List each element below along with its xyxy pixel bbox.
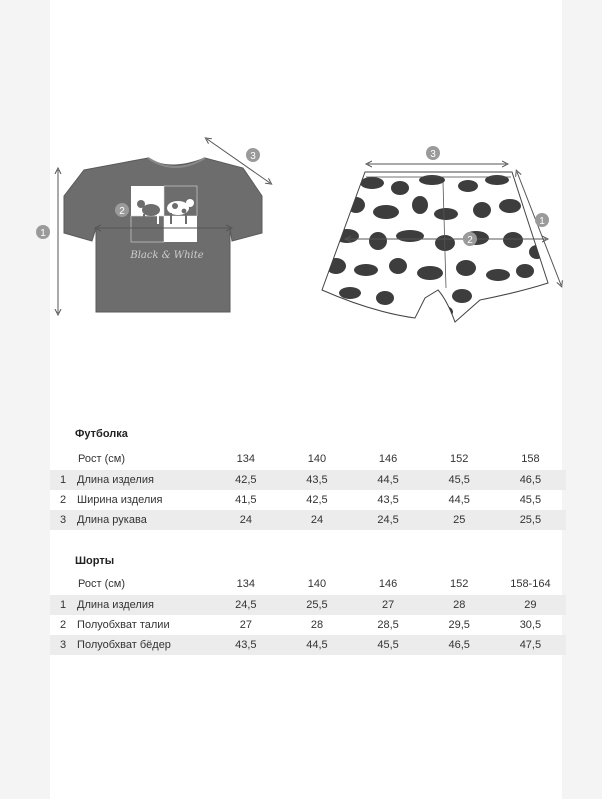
value-cell: 41,5 — [235, 494, 257, 506]
value-cell: 25 — [424, 510, 495, 530]
svg-text:1: 1 — [539, 216, 545, 227]
size-header: 152 — [450, 578, 469, 590]
size-header: 140 — [307, 453, 327, 465]
size-header: 146 — [378, 453, 398, 465]
tshirt-size-table — [50, 448, 566, 530]
marker-3-shorts — [426, 146, 440, 160]
size-header: 152 — [450, 453, 469, 465]
value-cell: 45,5 — [519, 494, 542, 506]
value-cell: 42,5 — [306, 494, 328, 506]
table-row — [50, 470, 566, 490]
value-cell: 45,5 — [424, 470, 495, 490]
row-label: Полуобхват бёдер — [76, 635, 210, 655]
size-header: 134 — [236, 578, 256, 590]
value-cell: 43,5 — [377, 494, 399, 506]
tshirt-print-text: Black & White — [130, 250, 204, 261]
row-label: Длина рукава — [76, 510, 210, 530]
shorts-illustration — [322, 172, 548, 322]
value-cell: 24,5 — [353, 510, 424, 530]
row-number: 2 — [59, 619, 67, 631]
value-cell: 25,5 — [495, 510, 566, 530]
value-cell: 30,5 — [519, 619, 542, 631]
table-row — [50, 615, 566, 635]
size-header: 140 — [307, 578, 327, 590]
row-label: Полуобхват талии — [77, 619, 170, 631]
size-header: 134 — [236, 453, 256, 465]
value-cell: 46,5 — [495, 470, 566, 490]
value-cell: 24 — [210, 510, 281, 530]
value-cell: 25,5 — [281, 595, 352, 615]
svg-text:2: 2 — [467, 235, 473, 246]
num-cell — [50, 573, 76, 595]
svg-text:2: 2 — [119, 206, 125, 217]
value-cell: 29 — [495, 595, 566, 615]
header-label: Рост (см) — [78, 453, 126, 465]
row-label: Ширина изделия — [77, 494, 163, 506]
row-number: 1 — [50, 595, 76, 615]
shorts-section-title: Шорты — [75, 555, 115, 567]
value-cell: 45,5 — [353, 635, 424, 655]
value-cell: 44,5 — [281, 635, 352, 655]
value-cell: 24,5 — [210, 595, 281, 615]
value-cell: 47,5 — [495, 635, 566, 655]
table-row — [50, 635, 566, 655]
marker-2-shorts — [463, 232, 477, 246]
table-row — [50, 595, 566, 615]
value-cell: 28 — [424, 595, 495, 615]
value-cell: 24 — [281, 510, 352, 530]
size-header: 158 — [521, 453, 540, 465]
value-cell: 44,5 — [448, 494, 470, 506]
value-cell: 27 — [239, 619, 252, 631]
value-cell: 28,5 — [377, 619, 399, 631]
row-label: Длина изделия — [76, 595, 210, 615]
row-number: 2 — [59, 494, 67, 506]
row-label: Длина изделия — [76, 470, 210, 490]
value-cell: 44,5 — [353, 470, 424, 490]
tshirt-section-title: Футболка — [75, 428, 128, 440]
table-row — [50, 490, 566, 510]
header-label: Рост (см) — [78, 578, 126, 590]
value-cell: 43,5 — [281, 470, 352, 490]
value-cell: 46,5 — [424, 635, 495, 655]
row-number: 1 — [50, 470, 76, 490]
marker-1-shorts — [535, 213, 549, 227]
garment-measurement-diagram — [0, 0, 602, 340]
marker-3-tshirt — [246, 148, 260, 162]
row-number: 3 — [50, 635, 76, 655]
row-number: 3 — [50, 510, 76, 530]
svg-text:3: 3 — [430, 149, 436, 160]
table-row — [50, 510, 566, 530]
marker-1-tshirt — [36, 225, 50, 239]
size-header: 146 — [378, 578, 398, 590]
table-header-row — [50, 573, 566, 595]
value-cell: 28 — [310, 619, 324, 631]
svg-text:3: 3 — [250, 151, 256, 162]
value-cell: 43,5 — [210, 635, 281, 655]
svg-text:1: 1 — [40, 228, 46, 239]
value-cell: 42,5 — [210, 470, 281, 490]
shorts-size-table — [50, 573, 566, 655]
tshirt-illustration — [64, 158, 262, 312]
marker-2-tshirt — [115, 203, 129, 217]
table-header-row — [50, 448, 566, 470]
value-cell: 27 — [353, 595, 424, 615]
value-cell: 29,5 — [448, 619, 470, 631]
size-header: 158-164 — [510, 578, 551, 590]
num-cell — [50, 448, 76, 470]
